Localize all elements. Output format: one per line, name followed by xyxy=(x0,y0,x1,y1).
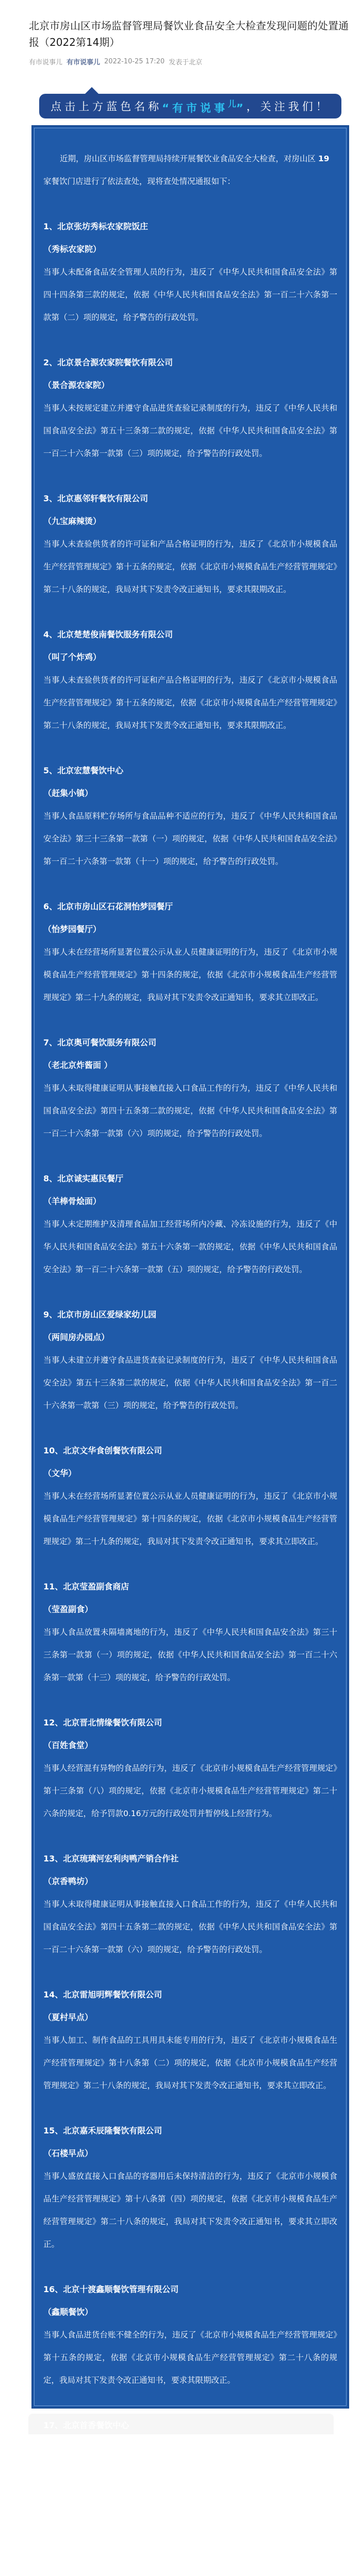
company-name: 16、北京十渡鑫顺餐饮管理有限公司 xyxy=(43,2284,179,2294)
violation-item xyxy=(43,487,337,601)
company-name: 9、北京市房山区爱绿家幼儿园 xyxy=(43,1310,157,1319)
violation-item xyxy=(43,759,337,873)
violation-item xyxy=(43,1439,337,1553)
notice-box xyxy=(31,125,349,2566)
violation-text: 当事人经营混有异物的食品的行为，违反了《北京市小规模食品生产经营管理规定》第十三条第（八）项的规定，依据《北京市小规模食品生产经营管理规定》第二十六条的规定，给予罚款0.16万元的行政处罚并暂停线上经营行为。 xyxy=(43,1764,337,1818)
publish-datetime: 2022-10-25 17:20 xyxy=(104,58,165,65)
banner-suffix: ，关注我们！ xyxy=(246,100,330,113)
violation-list xyxy=(43,215,337,2576)
violation-item xyxy=(43,1848,337,1961)
store-brand: （石楼早点） xyxy=(43,2148,93,2158)
store-brand: （两间房办园点） xyxy=(43,1332,110,1342)
store-count: 19 xyxy=(318,154,330,163)
store-brand: （景合源农家院） xyxy=(43,380,110,390)
company-name: 18、北京茶余饭后餐饮管理有限公司 xyxy=(43,2556,179,2566)
store-brand: （叫了个炸鸡） xyxy=(43,652,102,662)
store-brand xyxy=(43,2573,337,2576)
company-name: 17、北京首香餐饮中心 xyxy=(43,2420,129,2430)
store-brand: （夏村早点） xyxy=(43,2012,93,2022)
store-brand: （九宝麻辣烫） xyxy=(43,516,102,526)
banner-pointer-icon xyxy=(85,87,99,94)
violation-item xyxy=(43,1575,337,1689)
company-name: 3、北京惠邻轩餐饮有限公司 xyxy=(43,494,149,503)
company-name: 14、北京雷旭明辉餐饮有限公司 xyxy=(43,1990,162,1999)
company-name: 5、北京宏慧餐饮中心 xyxy=(43,766,124,775)
banner-brand xyxy=(162,97,247,115)
article-meta xyxy=(29,57,361,66)
store-brand: （莹盈副食） xyxy=(43,1604,93,1614)
company-name: 6、北京市房山区石花洞怡梦园餐厅 xyxy=(43,902,173,911)
violation-item xyxy=(43,1031,337,1145)
company-name: 2、北京景合源农家院餐饮有限公司 xyxy=(43,358,173,367)
company-name: 13、北京琉璃河宏利肉鸭产销合作社 xyxy=(43,1854,179,1863)
violation-text: 当事人未取得健康证明从事接触直接入口食品工作的行为，违反了《中华人民共和国食品安全法》第四十五条第二款的规定，依据《中华人民共和国食品安全法》第一百二十六条第一款第（六）项的规定，给予警告的行政处罚。 xyxy=(43,1900,337,1954)
violation-item xyxy=(43,1984,337,2097)
store-brand: （正新鸡排） xyxy=(43,2443,93,2453)
close-quote: ” xyxy=(236,101,247,114)
article-page xyxy=(0,18,361,2566)
violation-item xyxy=(43,1711,337,1825)
store-brand: （老北京炸酱面 ） xyxy=(43,1060,112,1070)
store-brand: （京香鸭坊） xyxy=(43,1876,93,1886)
violation-text: 当事人食品原料贮存场所与食品品种不适应的行为，违反了《中华人民共和国食品安全法》第三十三条第一款第（一）项的规定，依据《中华人民共和国食品安全法》第一百二十六条第一款第（十一）项的规定，给予警告的行政处罚。 xyxy=(43,811,337,866)
intro-before: 近期，房山区市场监督管理局持续开展餐饮业食品安全大检查，对房山区 xyxy=(60,154,318,163)
banner-prefix: 点击上方蓝色名称 xyxy=(51,100,162,113)
violation-item xyxy=(43,2278,337,2392)
store-brand: （羊棒骨烩面） xyxy=(43,1196,102,1206)
violation-text: 当事人加工、制作食品的工具用具未能专用的行为，违反了《北京市小规模食品生产经营管理规定》第十八条第（二）项的规定，依据《北京市小规模食品生产经营管理规定》第二十八条的规定，我局对其下发责令改正通知书，要求其立即改正。 xyxy=(43,2036,337,2090)
violation-item xyxy=(43,1167,337,1281)
violation-text: 当事人加工、制作食品的工具用具未能专用的行为，违反了《北京市小规模食品生产经营管理规定》第十八条第（二）项的规定，依据《北京市小规模食品生产经营管理规定》第二十八条的规定，我局对其下发责令改正通知书，要求其立即改正。 xyxy=(43,2466,337,2521)
company-name: 8、北京诚实惠民餐厅 xyxy=(43,1174,124,1183)
company-name: 15、北京嘉禾辰隆餐饮有限公司 xyxy=(43,2126,162,2136)
violation-item xyxy=(43,895,337,1009)
company-name: 12、北京晋北情缘餐饮有限公司 xyxy=(43,1718,162,1727)
company-name: 4、北京楚楚俊南餐饮服务有限公司 xyxy=(43,630,173,639)
publish-location: 发表于北京 xyxy=(169,59,203,66)
brand-sup: 儿 xyxy=(227,98,236,109)
violation-text: 当事人未在经营场所显著位置公示从业人员健康证明的行为，违反了《北京市小规模食品生产经营管理规定》第十四条的规定，依据《北京市小规模食品生产经营管理规定》第二十九条的规定，我局对其下发责令改正通知书，要求其立即改正。 xyxy=(43,947,337,1002)
intro-after: 家餐饮门店进行了依法查处，现将查处情况通报如下： xyxy=(43,177,236,186)
violation-item xyxy=(43,351,337,465)
store-brand: （秀标农家院） xyxy=(43,244,102,254)
store-brand: （鑫顺餐饮） xyxy=(43,2307,93,2317)
violation-item xyxy=(43,2550,337,2576)
author-name: 有市说事儿 xyxy=(29,59,63,66)
violation-text: 当事人未配备食品安全管理人员的行为，违反了《中华人民共和国食品安全法》第四十四条第三款的规定，依据《中华人民共和国食品安全法》第一百二十六条第一款第（二）项的规定，给予警告的行政处罚。 xyxy=(43,267,337,322)
open-quote: “ xyxy=(162,101,172,114)
company-name: 10、北京文华食创餐饮有限公司 xyxy=(43,1446,162,1455)
violation-item xyxy=(43,215,337,329)
company-name: 7、北京奥可餐饮服务有限公司 xyxy=(43,1038,157,1047)
store-brand: （赶集小镇） xyxy=(43,788,93,798)
violation-text: 当事人食品进货台账不健全的行为，违反了《北京市小规模食品生产经营管理规定》第十五条的规定，依据《北京市小规模食品生产经营管理规定》第二十八条的规定，我局对其下发责令改正通知书，要求其限期改正。 xyxy=(43,2330,337,2385)
violation-text: 当事人未建立并遵守食品进货查验记录制度的行为，违反了《中华人民共和国食品安全法》第五十三条第二款的规定，依据《中华人民共和国食品安全法》第一百二十六条第一款第（三）项的规定，给予警告的行政处罚。 xyxy=(43,1355,337,1410)
company-name: 1、北京张坊秀标农家院饭庄 xyxy=(43,222,149,231)
follow-banner xyxy=(39,87,341,119)
violation-text: 当事人未定期维护及清理食品加工经营场所内冷藏、冷冻设施的行为，违反了《中华人民共和国食品安全法》第五十六条第一款的规定，依据《中华人民共和国食品安全法》第一百二十六条第一款第（五）项的规定，给予警告的行政处罚。 xyxy=(43,1219,337,1274)
store-brand: （文华） xyxy=(43,1468,77,1478)
brand-name: 有市说事 xyxy=(172,101,228,114)
follow-banner-text xyxy=(39,94,341,118)
violation-item xyxy=(43,1303,337,1417)
article-title: 北京市房山区市场监督管理局餐饮业食品安全大检查发现问题的处置通报（2022第14期） xyxy=(29,20,349,48)
violation-item xyxy=(43,2120,337,2256)
company-name: 11、北京莹盈副食商店 xyxy=(43,1582,129,1591)
violation-text: 当事人未查验供货者的许可证和产品合格证明的行为，违反了《北京市小规模食品生产经营管理规定》第十五条的规定，依据《北京市小规模食品生产经营管理规定》第二十八条的规定，我局对其下发责令改正通知书，要求其限期改正。 xyxy=(43,675,337,730)
violation-text: 当事人食品放置未隔墙离地的行为，违反了《中华人民共和国食品安全法》第三十三条第一款第（一）项的规定，依据《中华人民共和国食品安全法》第一百二十六条第一款第（十三）项的规定，给予警告的行政处罚。 xyxy=(43,1628,337,1682)
account-link[interactable]: 有市说事儿 xyxy=(67,59,101,66)
violation-text: 当事人盛放直接入口食品的容器用后未保持清洁的行为，违反了《北京市小规模食品生产经营管理规定》第十八条第（四）项的规定，依据《北京市小规模食品生产经营管理规定》第二十八条的规定，我局对其下发责令改正通知书，要求其立即改正。 xyxy=(43,2172,337,2249)
store-brand: （百姓食堂） xyxy=(43,1740,93,1750)
violation-text: 当事人未查验供货者的许可证和产品合格证明的行为，违反了《北京市小规模食品生产经营管理规定》第十五条的规定，依据《北京市小规模食品生产经营管理规定》第二十八条的规定，我局对其下发责令改正通知书，要求其限期改正。 xyxy=(43,539,337,594)
store-brand: （怡梦园餐厅） xyxy=(43,924,102,934)
violation-text: 当事人未在经营场所显著位置公示从业人员健康证明的行为，违反了《北京市小规模食品生产经营管理规定》第十四条的规定，依据《北京市小规模食品生产经营管理规定》第二十九条的规定，我局对其下发责令改正通知书，要求其立即改正。 xyxy=(43,1492,337,1546)
violation-item xyxy=(43,623,337,737)
violation-text: 当事人未取得健康证明从事接触直接入口食品工作的行为，违反了《中华人民共和国食品安全法》第四十五条第二款的规定，依据《中华人民共和国食品安全法》第一百二十六条第一款第（六）项的规定，给予警告的行政处罚。 xyxy=(43,1083,337,1138)
intro-paragraph xyxy=(43,147,337,193)
violation-text: 当事人未按规定建立并遵守食品进货查验记录制度的行为，违反了《中华人民共和国食品安全法》第五十三条第二款的规定，依据《中华人民共和国食品安全法》第一百二十六条第一款第（三）项的规定，给予警告的行政处罚。 xyxy=(43,403,337,458)
